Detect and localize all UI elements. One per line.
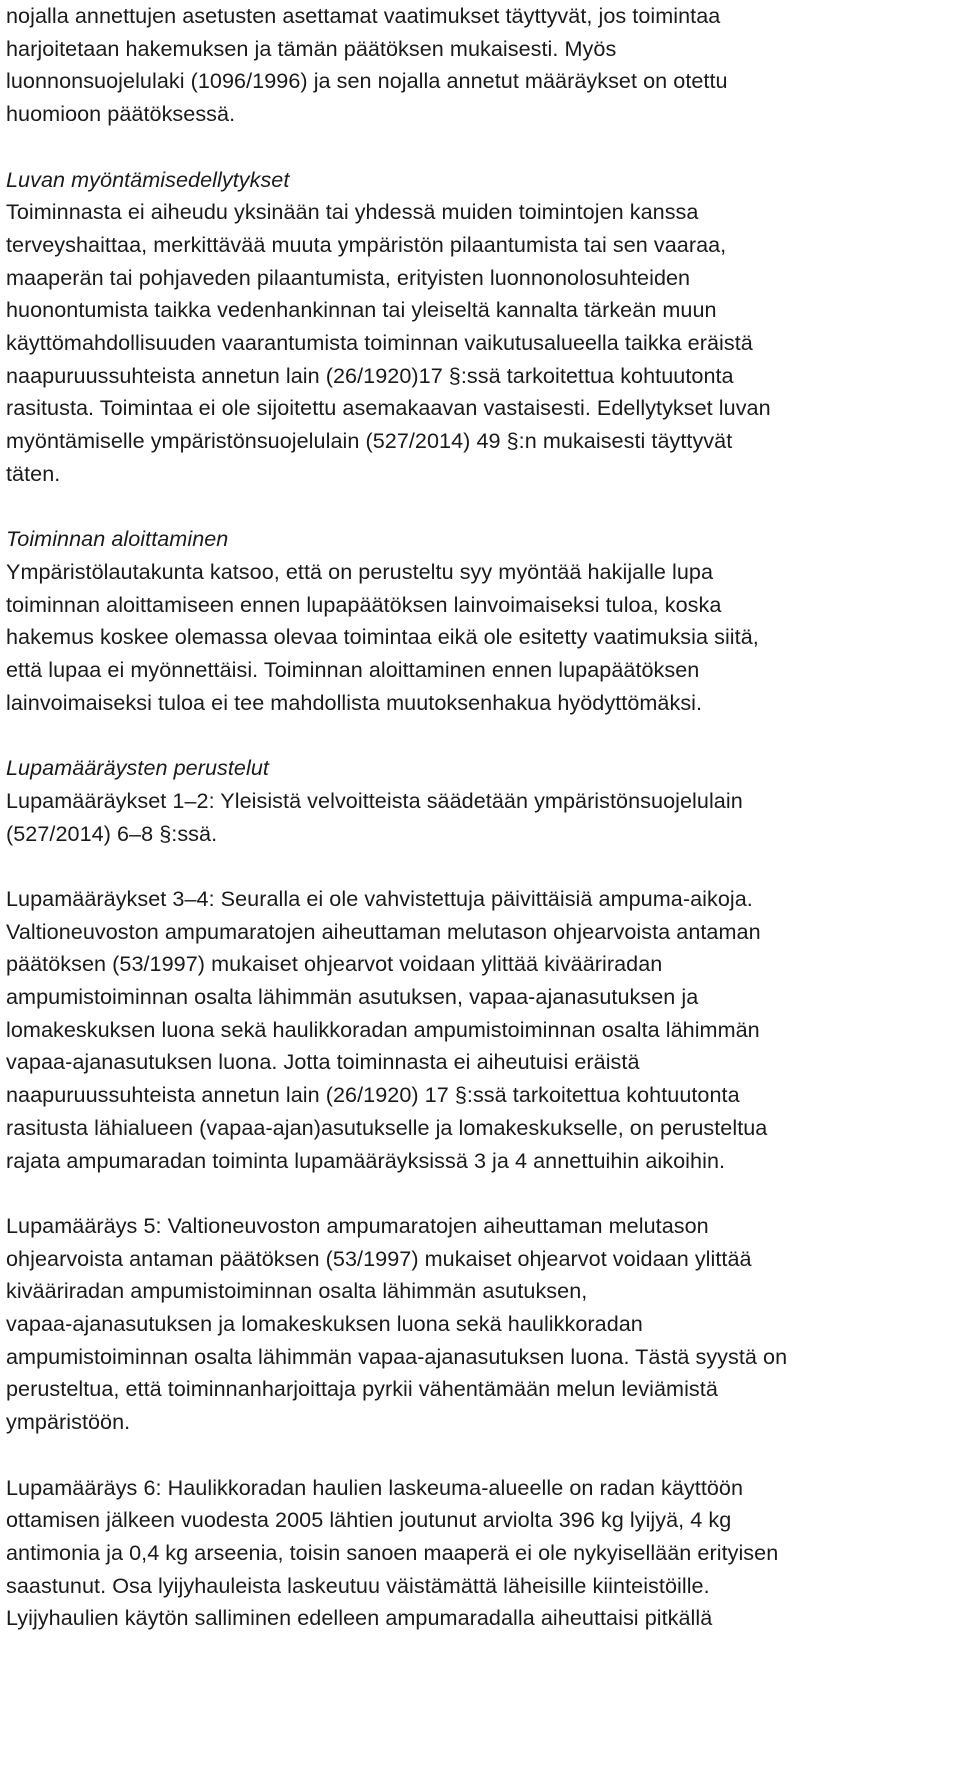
- intro-paragraph: [6, 0, 958, 131]
- text-line: Toiminnasta ei aiheudu yksinään tai yhdessä muiden toimintojen kanssa: [6, 199, 699, 225]
- text-line: ottamisen jälkeen vuodesta 2005 lähtien joutunut arviolta 396 kg lyijyä, 4 kg: [6, 1507, 732, 1533]
- text-line: terveyshaittaa, merkittävää muuta ympäristön pilaantumista tai sen vaaraa,: [6, 231, 727, 257]
- text-line: ympäristöön.: [6, 1409, 131, 1435]
- text-line: Ympäristölautakunta katsoo, että on perusteltu syy myöntää hakijalle lupa: [6, 558, 714, 584]
- text-line: ampumistoiminnan osalta lähimmän asutuksen, vapaa-ajanasutuksen ja: [6, 984, 699, 1010]
- text-line: ampumistoiminnan osalta lähimmän vapaa-ajanasutuksen luona. Tästä syystä on: [6, 1343, 788, 1369]
- section-start: [6, 523, 958, 719]
- text-line: saastunut. Osa lyijyhauleista laskeutuu väistämättä läheisille kiinteistöille.: [6, 1572, 710, 1598]
- section-heading: Lupamääräysten perustelut: [6, 755, 269, 781]
- text-line: naapuruussuhteista annetun lain (26/1920)17 §:ssä tarkoitettua kohtuutonta: [6, 362, 734, 388]
- paragraph-regulation-5: [6, 1210, 958, 1439]
- text-line: ohjearvoista antaman päätöksen (53/1997) mukaiset ohjearvot voidaan ylittää: [6, 1245, 752, 1271]
- text-line: Lyijyhaulien käytön salliminen edelleen ampumaradalla aiheuttaisi pitkällä: [6, 1605, 713, 1631]
- text-line: nojalla annettujen asetusten asettamat vaatimukset täyttyvät, jos toimintaa: [6, 3, 721, 28]
- text-line: Valtioneuvoston ampumaratojen aiheuttaman melutason ohjearvoista antaman: [6, 918, 761, 944]
- text-line: luonnonsuojelulaki (1096/1996) ja sen nojalla annetut määräykset on otettu: [6, 68, 728, 94]
- text-line: päätöksen (53/1997) mukaiset ohjearvot voidaan ylittää kivääriradan: [6, 951, 663, 977]
- text-line: vapaa-ajanasutuksen luona. Jotta toiminnasta ei aiheutuisi eräistä: [6, 1049, 640, 1075]
- text-line: hakemus koskee olemassa olevaa toimintaa eikä ole esitetty vaatimuksia siitä,: [6, 624, 759, 650]
- text-line: maaperän tai pohjaveden pilaantumista, erityisten luonnonolosuhteiden: [6, 264, 691, 290]
- text-line: (527/2014) 6–8 §:ssä.: [6, 820, 218, 846]
- text-line: rasitusta. Toimintaa ei ole sijoitettu asemakaavan vastaisesti. Edellytykset luvan: [6, 395, 771, 421]
- text-line: Lupamääräys 6: Haulikkoradan haulien laskeuma-alueelle on radan käyttöön: [6, 1474, 744, 1500]
- text-line: naapuruussuhteista annetun lain (26/1920) 17 §:ssä tarkoitettua kohtuutonta: [6, 1082, 740, 1108]
- section-justification: [6, 752, 958, 1635]
- paragraph-regulations-1-2: [6, 785, 958, 850]
- text-line: kivääriradan ampumistoiminnan osalta lähimmän asutuksen,: [6, 1278, 588, 1304]
- section-heading: Toiminnan aloittaminen: [6, 526, 229, 552]
- text-line: Lupamääräys 5: Valtioneuvoston ampumaratojen aiheuttaman melutason: [6, 1212, 709, 1238]
- paragraph-regulation-6: [6, 1472, 958, 1636]
- text-line: toiminnan aloittamiseen ennen lupapäätöksen lainvoimaiseksi tuloa, koska: [6, 591, 722, 617]
- text-line: lainvoimaiseksi tuloa ei tee mahdollista muutoksenhakua hyödyttömäksi.: [6, 689, 703, 715]
- text-line: käyttömahdollisuuden vaarantumista toiminnan vaikutusalueella taikka eräistä: [6, 330, 753, 356]
- text-line: huomioon päätöksessä.: [6, 101, 236, 127]
- section-permit-conditions: [6, 164, 958, 491]
- text-line: perusteltua, että toiminnanharjoittaja pyrkii vähentämään melun leviämistä: [6, 1376, 718, 1402]
- text-line: että lupaa ei myönnettäisi. Toiminnan aloittaminen ennen lupapäätöksen: [6, 657, 700, 683]
- text-line: lomakeskuksen luona sekä haulikkoradan ampumistoiminnan osalta lähimmän: [6, 1016, 760, 1042]
- section-heading: Luvan myöntämisedellytykset: [6, 166, 290, 192]
- text-line: harjoitetaan hakemuksen ja tämän päätöksen mukaisesti. Myös: [6, 35, 617, 61]
- text-line: rasitusta lähialueen (vapaa-ajan)asutukselle ja lomakeskukselle, on perusteltua: [6, 1114, 768, 1140]
- text-line: antimonia ja 0,4 kg arseenia, toisin sanoen maaperä ei ole nykyisellään erityisen: [6, 1539, 779, 1565]
- text-line: vapaa-ajanasutuksen ja lomakeskuksen luona sekä haulikkoradan: [6, 1311, 643, 1337]
- text-line: Lupamääräykset 3–4: Seuralla ei ole vahvistettuja päivittäisiä ampuma-aikoja.: [6, 885, 753, 911]
- text-line: täten.: [6, 460, 61, 486]
- document-page: [6, 0, 958, 1635]
- text-line: Lupamääräykset 1–2: Yleisistä velvoitteista säädetään ympäristönsuojelulain: [6, 787, 743, 813]
- paragraph-regulations-3-4: [6, 883, 958, 1177]
- text-line: huonontumista taikka vedenhankinnan tai yleiseltä kannalta tärkeän muun: [6, 297, 717, 323]
- text-line: myöntämiselle ympäristönsuojelulain (527/2014) 49 §:n mukaisesti täyttyvät: [6, 428, 733, 454]
- text-line: rajata ampumaradan toiminta lupamääräyksissä 3 ja 4 annettuihin aikoihin.: [6, 1147, 726, 1173]
